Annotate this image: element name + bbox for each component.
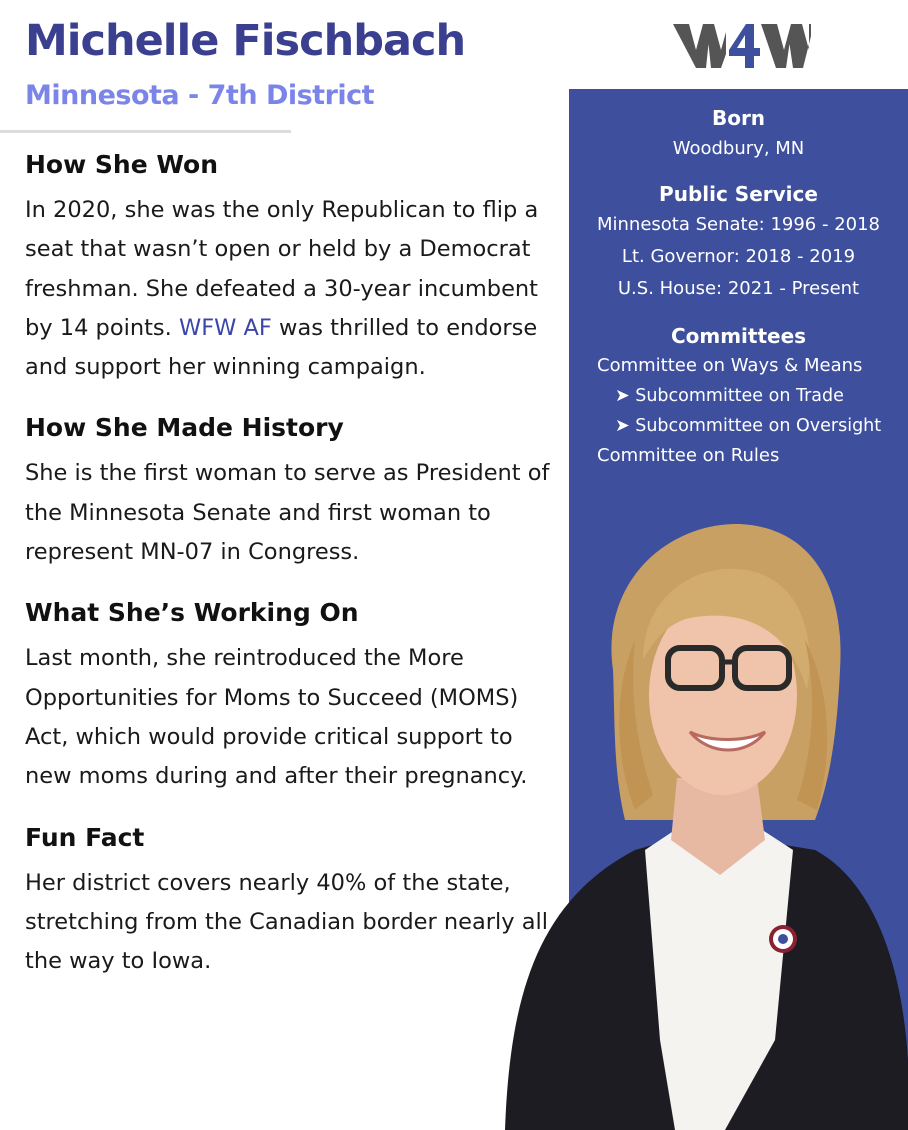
section-text: Her district covers nearly 40% of the state, stretching from the Canadian border nearly all the way to Iowa. <box>25 869 548 975</box>
w4w-logo <box>671 18 811 74</box>
text-part: In 2020, she was the only Republican to flip a seat that wasn’t open or held by a Democrat freshman. She defeated a 30-year incumbent by 14 points. <box>25 197 539 341</box>
section-title: How She Won <box>25 150 219 179</box>
section-text: She is the first woman to serve as President of the Minnesota Senate and first woman to represent MN-07 in Congress. <box>25 460 550 566</box>
service-item: Lt. Governor: 2018 - 2019 <box>621 246 856 267</box>
text-part: was thrilled to endorse and support her winning campaign. <box>25 314 538 381</box>
subcommittee-item: ➤ Subcommittee on Oversight <box>615 416 882 436</box>
section-history <box>25 413 565 572</box>
service-item: Minnesota Senate: 1996 - 2018 <box>596 214 881 235</box>
born-value: Woodbury, MN <box>672 138 805 159</box>
committee-item: Committee on Ways & Means <box>597 355 863 376</box>
section-text: Last month, she reintroduced the More Opportunities for Moms to Succeed (MOMS) Act, which would provide critical support to new moms during and after their pregnancy. <box>25 645 528 790</box>
district-subtitle: Minnesota - 7th District <box>25 80 375 111</box>
wfw-af-highlight: WFW AF <box>178 314 272 341</box>
committee-item: Committee on Rules <box>597 445 780 466</box>
subcommittee-item: ➤ Subcommittee on Trade <box>615 386 844 406</box>
section-fun-fact <box>25 823 565 982</box>
page-title: Michelle Fischbach <box>25 16 466 66</box>
born-label: Born <box>711 106 766 130</box>
public-service-label: Public Service <box>659 182 818 206</box>
section-title: How She Made History <box>25 413 344 443</box>
section-how-she-won <box>25 150 565 387</box>
committees-label: Committees <box>670 324 807 348</box>
section-title: Fun Fact <box>25 822 145 852</box>
panel-text <box>569 103 908 471</box>
title-underline <box>0 130 291 133</box>
portrait-photo <box>485 520 908 1130</box>
main-content <box>25 150 565 1007</box>
section-title: What She’s Working On <box>25 598 359 628</box>
section-working-on <box>25 598 565 796</box>
section-text <box>25 191 565 387</box>
service-item: U.S. House: 2021 - Present <box>617 278 860 299</box>
